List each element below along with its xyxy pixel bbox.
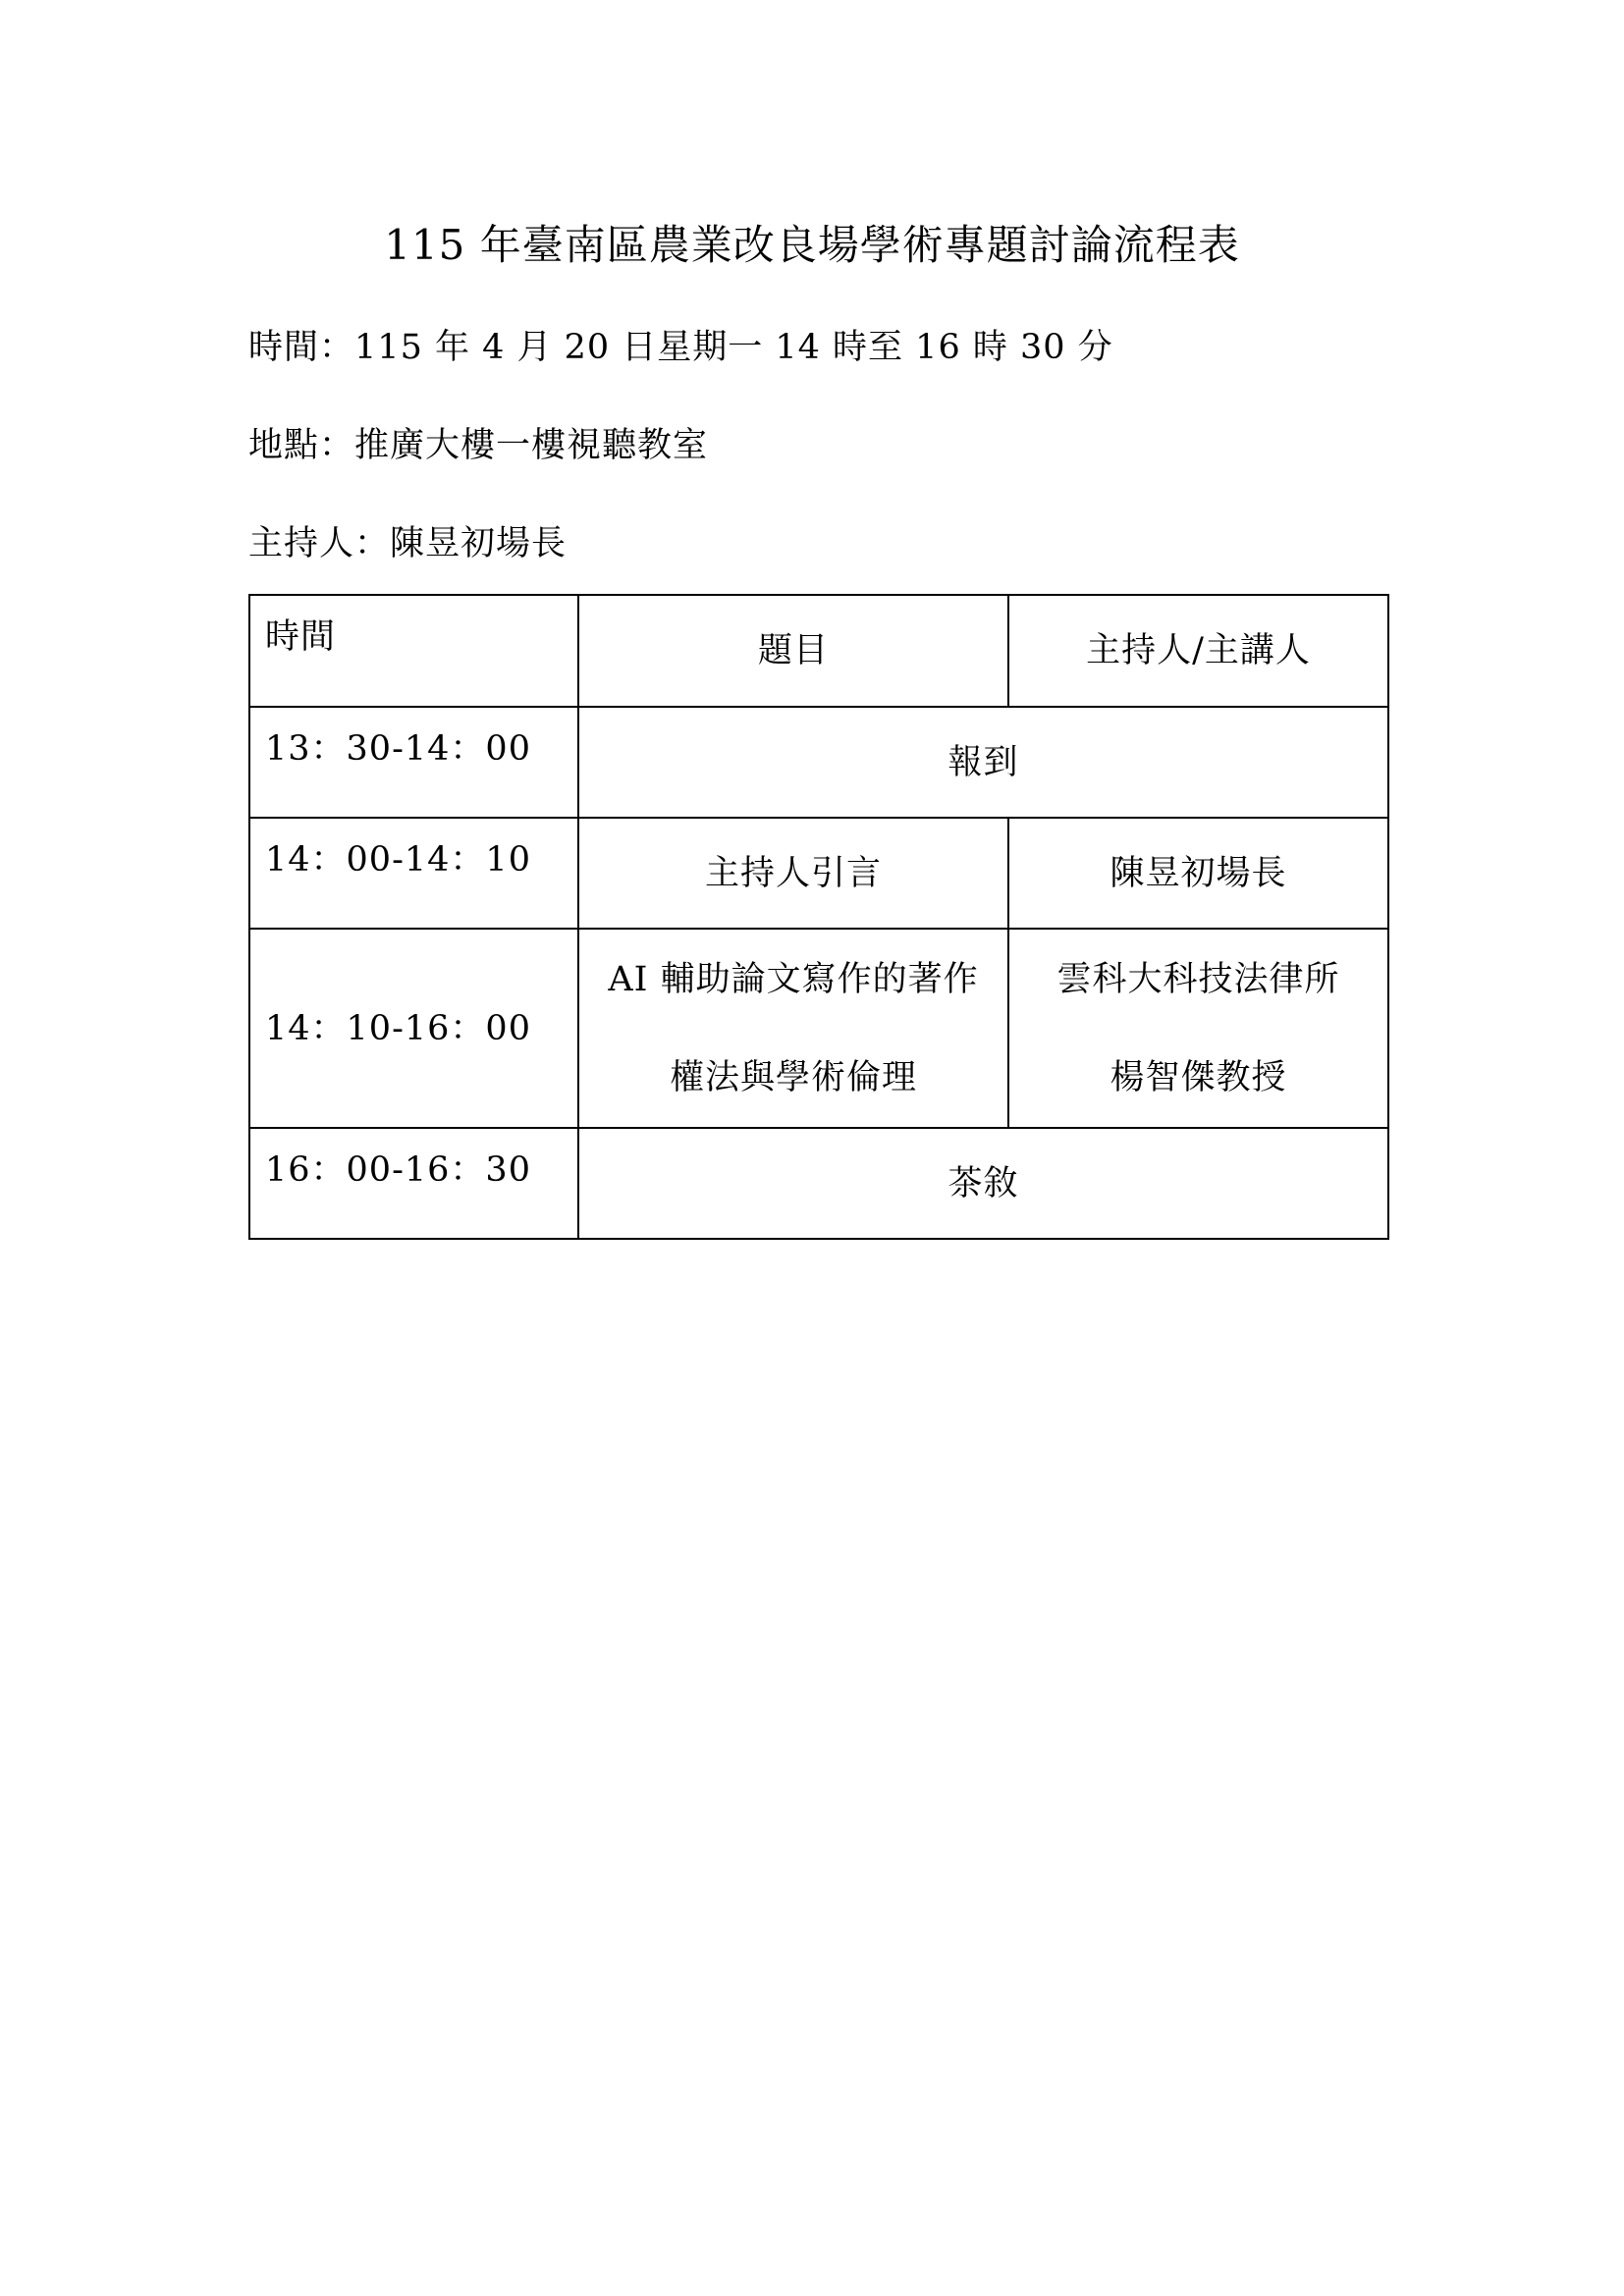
row-topic-line: AI 輔助論文寫作的著作: [608, 959, 979, 999]
meeting-host-separator: ：: [354, 524, 391, 563]
table-row: [249, 929, 1388, 1128]
row-time: 13：30-14：00: [249, 707, 578, 818]
row-speaker-line: 雲科大科技法律所: [1056, 959, 1340, 999]
row-time: 14：00-14：10: [249, 818, 578, 929]
row-speaker: 陳昱初場長: [1008, 818, 1388, 929]
schedule-table: [248, 594, 1389, 1240]
meeting-host-value: 陳昱初場長: [390, 524, 568, 563]
header-topic: 題目: [578, 595, 1008, 707]
meeting-time-label: 時間: [248, 328, 320, 367]
meeting-place: [248, 422, 708, 469]
table-row: [249, 818, 1388, 929]
meeting-place-value: 推廣大樓一樓視聽教室: [354, 426, 709, 465]
row-topic-line: 權法與學術倫理: [669, 1057, 917, 1097]
meeting-host: [248, 520, 567, 567]
meeting-place-separator: ：: [319, 426, 355, 465]
meeting-place-label: 地點: [248, 426, 320, 465]
row-speaker: [1008, 929, 1388, 1128]
table-row: [249, 1128, 1388, 1239]
table-row: [249, 707, 1388, 818]
row-topic: 報到: [578, 707, 1388, 818]
meeting-time: [248, 324, 1113, 371]
row-topic: 茶敘: [578, 1128, 1388, 1239]
meeting-time-value: 115 年 4 月 20 日星期一 14 時至 16 時 30 分: [354, 328, 1113, 367]
header-speaker: 主持人/主講人: [1008, 595, 1388, 707]
table-header-row: [249, 595, 1388, 707]
meeting-time-separator: ：: [319, 328, 355, 367]
header-time: 時間: [249, 595, 578, 707]
row-topic: 主持人引言: [578, 818, 1008, 929]
row-time: 16：00-16：30: [249, 1128, 578, 1239]
row-time: 14：10-16：00: [249, 929, 578, 1128]
meeting-host-label: 主持人: [248, 524, 355, 563]
page-title: 115 年臺南區農業改良場學術專題討論流程表: [384, 221, 1240, 269]
row-speaker-line: 楊智傑教授: [1110, 1057, 1287, 1097]
row-topic: [578, 929, 1008, 1128]
